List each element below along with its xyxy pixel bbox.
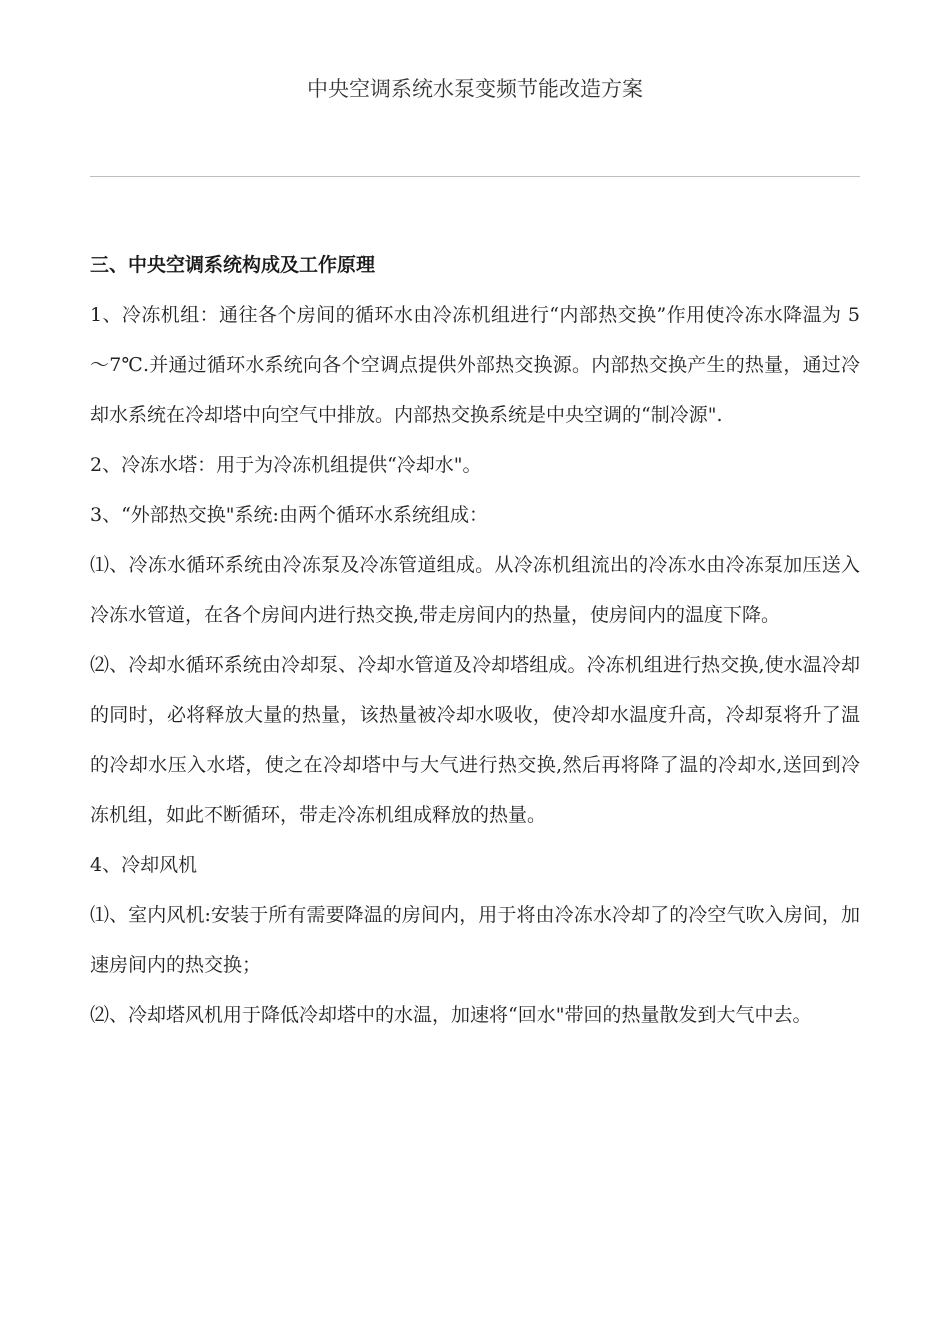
paragraph-chiller-unit: 1、冷冻机组：通往各个房间的循环水由冷冻机组进行“内部热交换”作用使冷冻水降温为 5～7℃.并通过循环水系统向各个空调点提供外部热交换源。内部热交换产生的热量，通过冷却水系统在冷却塔中向空气中排放。内部热交换系统是中央空调的“制冷源". — [90, 304, 860, 426]
paragraph-external-heat-exchange: 3、“外部热交换"系统:由两个循环水系统组成： — [90, 504, 488, 526]
paragraph-chilled-water-loop: ⑴、冷冻水循环系统由冷冻泵及冷冻管道组成。从冷冻机组流出的冷冻水由冷冻泵加压送入冷冻水管道，在各个房间内进行热交换,带走房间内的热量，使房间内的温度下降。 — [90, 554, 860, 626]
document-body — [90, 240, 860, 1040]
paragraph-tower-fan: ⑵、冷却塔风机用于降低冷却塔中的水温，加速将“回水"带回的热量散发到大气中去。 — [90, 1004, 812, 1026]
section-heading: 三、中央空调系统构成及工作原理 — [90, 254, 376, 276]
document-title: 中央空调系统水泵变频节能改造方案 — [307, 77, 643, 101]
paragraph-cooling-fans: 4、冷却风机 — [90, 854, 198, 876]
title-divider — [90, 176, 860, 177]
paragraph-cooling-tower: 2、冷冻水塔：用于为冷冻机组提供“冷却水"。 — [90, 454, 482, 476]
paragraph-indoor-fan: ⑴、室内风机:安装于所有需要降温的房间内，用于将由冷冻水冷却了的冷空气吹入房间，加速房间内的热交换； — [90, 904, 860, 976]
paragraph-cooling-water-loop: ⑵、冷却水循环系统由冷却泵、冷却水管道及冷却塔组成。冷冻机组进行热交换,使水温冷却的同时，必将释放大量的热量，该热量被冷却水吸收，使冷却水温度升高，冷却泵将升了温的冷却水压入水塔，使之在冷却塔中与大气进行热交换,然后再将降了温的冷却水,送回到冷冻机组，如此不断循环，带走冷冻机组成释放的热量。 — [90, 654, 860, 826]
